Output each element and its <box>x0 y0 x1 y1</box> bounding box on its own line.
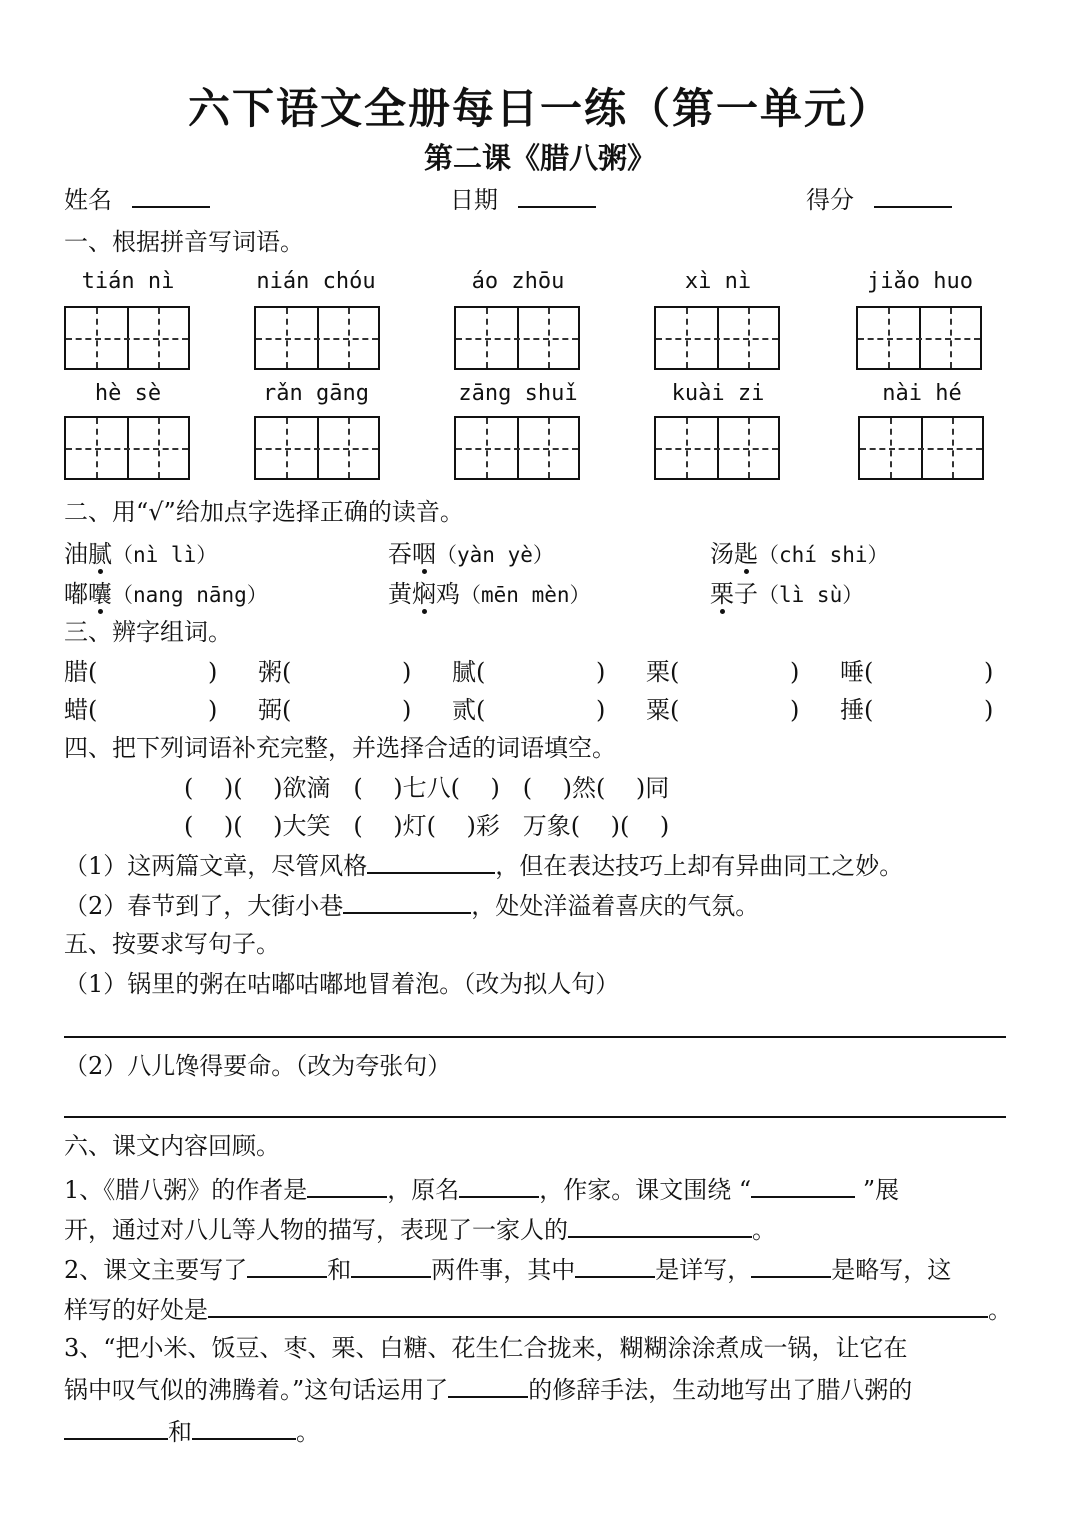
answer-blank[interactable] <box>351 1252 431 1278</box>
reading-choice-item[interactable] <box>388 578 591 611</box>
close-paren: ) <box>402 658 412 686</box>
close-paren: ) <box>208 696 218 724</box>
dotted-char: 栗 <box>710 580 734 608</box>
reading-choice-item[interactable] <box>710 578 863 611</box>
answer-line[interactable] <box>64 1116 1006 1118</box>
review-line <box>64 1212 776 1246</box>
pinyin-label: zāng shuǐ <box>458 381 578 406</box>
section-2-heading: 二、用“√”给加点字选择正确的读音。 <box>64 498 464 526</box>
answer-blank[interactable] <box>192 1414 296 1440</box>
answer-blank[interactable] <box>751 1252 831 1278</box>
dotted-char: 咽 <box>412 540 436 568</box>
pinyin-options[interactable]: （lì sù） <box>758 583 864 607</box>
text-part: 开，通过对八儿等人物的描写，表现了一家人的 <box>64 1216 568 1244</box>
review-line <box>64 1172 899 1206</box>
text-part: 。 <box>752 1216 776 1244</box>
sentence-part: （2）春节到了，大街小巷 <box>64 892 344 920</box>
pinyin-label: hè sè <box>94 381 162 406</box>
pinyin-label: rǎn gāng <box>263 381 369 406</box>
text-part: 1、《腊八粥》的作者是 <box>64 1176 308 1204</box>
name-field[interactable] <box>64 182 210 216</box>
sentence-part: ，处处洋溢着喜庆的气氛。 <box>471 892 760 920</box>
dotted-char: 囔 <box>88 580 112 608</box>
answer-blank[interactable] <box>448 1372 528 1398</box>
dotted-char: 腻 <box>88 540 112 568</box>
writing-grid[interactable] <box>856 306 982 370</box>
section-1-heading: 一、根据拼音写词语。 <box>64 228 304 256</box>
word-part: 鸡 <box>436 580 460 608</box>
text-part: ，原名 <box>387 1176 460 1204</box>
char-compare-item[interactable]: 栗( <box>646 658 680 686</box>
text-part: 。 <box>296 1418 320 1446</box>
char-compare-item[interactable]: 捶( <box>840 696 874 724</box>
pinyin-label: áo zhōu <box>471 269 565 294</box>
reading-choice-item[interactable] <box>710 538 889 571</box>
writing-grid[interactable] <box>454 306 580 370</box>
date-label: 日期 <box>450 186 498 214</box>
writing-grid[interactable] <box>454 416 580 480</box>
answer-blank[interactable] <box>751 1172 855 1198</box>
reading-choice-item[interactable] <box>64 538 217 571</box>
text-part: 和 <box>168 1418 192 1446</box>
reading-choice-item[interactable] <box>64 578 268 611</box>
pinyin-label: kuài zi <box>671 381 765 406</box>
dotted-char: 焖 <box>412 580 436 608</box>
writing-grid[interactable] <box>254 416 380 480</box>
name-label: 姓名 <box>64 186 112 214</box>
text-part: 2、课文主要写了 <box>64 1256 248 1284</box>
text-part: ，作家。课文围绕 “ <box>539 1176 752 1204</box>
text-part: 是详写， <box>655 1256 752 1284</box>
fill-sentence <box>64 848 903 882</box>
answer-blank[interactable] <box>367 848 495 874</box>
text-part: 和 <box>327 1256 352 1284</box>
char-compare-item[interactable]: 腊( <box>64 658 98 686</box>
text-part: 两件事，其中 <box>431 1256 576 1284</box>
word-part: 汤 <box>710 540 734 568</box>
writing-grid[interactable] <box>254 306 380 370</box>
close-paren: ) <box>790 658 800 686</box>
pinyin-label: xì nì <box>684 269 752 294</box>
pinyin-label: nián chóu <box>256 269 376 294</box>
pinyin-label: tián nì <box>81 269 175 294</box>
rewrite-question: （2）八儿馋得要命。（改为夸张句） <box>64 1052 452 1080</box>
sentence-part: （1）这两篇文章，尽管风格 <box>64 852 368 880</box>
close-paren: ) <box>984 696 994 724</box>
answer-blank[interactable] <box>64 1414 168 1440</box>
reading-choice-item[interactable] <box>388 538 554 571</box>
review-line <box>64 1252 951 1286</box>
rewrite-question: （1）锅里的粥在咕嘟咕嘟地冒着泡。（改为拟人句） <box>64 970 620 998</box>
answer-blank[interactable] <box>459 1172 539 1198</box>
text-part: 。 <box>988 1296 1012 1324</box>
close-paren: ) <box>790 696 800 724</box>
writing-grid[interactable] <box>64 416 190 480</box>
score-blank[interactable] <box>874 182 952 208</box>
word-part: 子 <box>734 580 758 608</box>
lesson-title: 第二课《腊八粥》 <box>423 141 656 175</box>
text-part: 的修辞手法，生动地写出了腊八粥的 <box>528 1376 913 1404</box>
answer-line[interactable] <box>64 1036 1006 1038</box>
name-blank[interactable] <box>132 182 210 208</box>
writing-grid[interactable] <box>858 416 984 480</box>
answer-blank[interactable] <box>343 888 471 914</box>
char-compare-item[interactable]: 弼( <box>258 696 292 724</box>
pinyin-label: nài hé <box>882 381 962 406</box>
char-compare-item[interactable]: 贰( <box>452 696 486 724</box>
writing-grid[interactable] <box>64 306 190 370</box>
char-compare-item[interactable]: 蜡( <box>64 696 98 724</box>
idiom-fill-line[interactable]: ( )( )大笑 ( )灯( )彩 万象( )( ) <box>184 812 670 840</box>
text-part: 样写的好处是 <box>64 1296 208 1324</box>
pinyin-label: jiǎo huo <box>867 269 973 294</box>
section-6-heading: 六、课文内容回顾。 <box>64 1132 280 1160</box>
close-paren: ) <box>208 658 218 686</box>
review-line <box>64 1292 1012 1326</box>
close-paren: ) <box>402 696 412 724</box>
score-label: 得分 <box>806 186 854 214</box>
answer-blank[interactable] <box>575 1252 655 1278</box>
word-part: 黄 <box>388 580 412 608</box>
text-part: 锅中叹气似的沸腾着。”这句话运用了 <box>64 1376 449 1404</box>
date-field[interactable] <box>450 182 596 216</box>
char-compare-item[interactable]: 腻( <box>452 658 486 686</box>
word-part: 嘟 <box>64 580 88 608</box>
review-line <box>64 1414 320 1448</box>
word-part: 吞 <box>388 540 412 568</box>
close-paren: ) <box>984 658 994 686</box>
date-blank[interactable] <box>518 182 596 208</box>
idiom-fill-line[interactable]: ( )( )欲滴 ( )七八( ) ( )然( )同 <box>184 774 670 802</box>
answer-blank[interactable] <box>307 1172 387 1198</box>
section-3-heading: 三、辨字组词。 <box>64 618 232 646</box>
section-5-heading: 五、按要求写句子。 <box>64 930 280 958</box>
sentence-part: ，但在表达技巧上却有异曲同工之妙。 <box>495 852 904 880</box>
close-paren: ) <box>596 658 606 686</box>
close-paren: ) <box>596 696 606 724</box>
answer-blank[interactable] <box>568 1212 752 1238</box>
char-compare-item[interactable]: 粥( <box>258 658 292 686</box>
writing-grid[interactable] <box>654 306 780 370</box>
review-line <box>64 1372 912 1406</box>
pinyin-options[interactable]: （chí shi） <box>758 543 889 567</box>
dotted-char: 匙 <box>734 540 758 568</box>
word-part: 油 <box>64 540 88 568</box>
page-title: 六下语文全册每日一练（第一单元） <box>187 84 892 133</box>
char-compare-item[interactable]: 唾( <box>840 658 874 686</box>
text-part: ”展 <box>855 1176 900 1204</box>
score-field[interactable] <box>806 182 952 216</box>
text-part: 是略写，这 <box>831 1256 952 1284</box>
pinyin-options[interactable]: （nì lì） <box>112 543 218 567</box>
pinyin-options[interactable]: （nang nāng） <box>112 583 268 607</box>
answer-blank[interactable] <box>247 1252 327 1278</box>
review-line: 3、“把小米、饭豆、枣、栗、白糖、花生仁合拢来，糊糊涂涂煮成一锅，让它在 <box>64 1334 908 1362</box>
char-compare-item[interactable]: 粟( <box>646 696 680 724</box>
answer-blank[interactable] <box>208 1292 988 1318</box>
fill-sentence <box>64 888 759 922</box>
pinyin-options[interactable]: （yàn yè） <box>436 543 554 567</box>
pinyin-options[interactable]: （mēn mèn） <box>460 583 591 607</box>
writing-grid[interactable] <box>654 416 780 480</box>
section-4-heading: 四、把下列词语补充完整，并选择合适的词语填空。 <box>64 734 616 762</box>
